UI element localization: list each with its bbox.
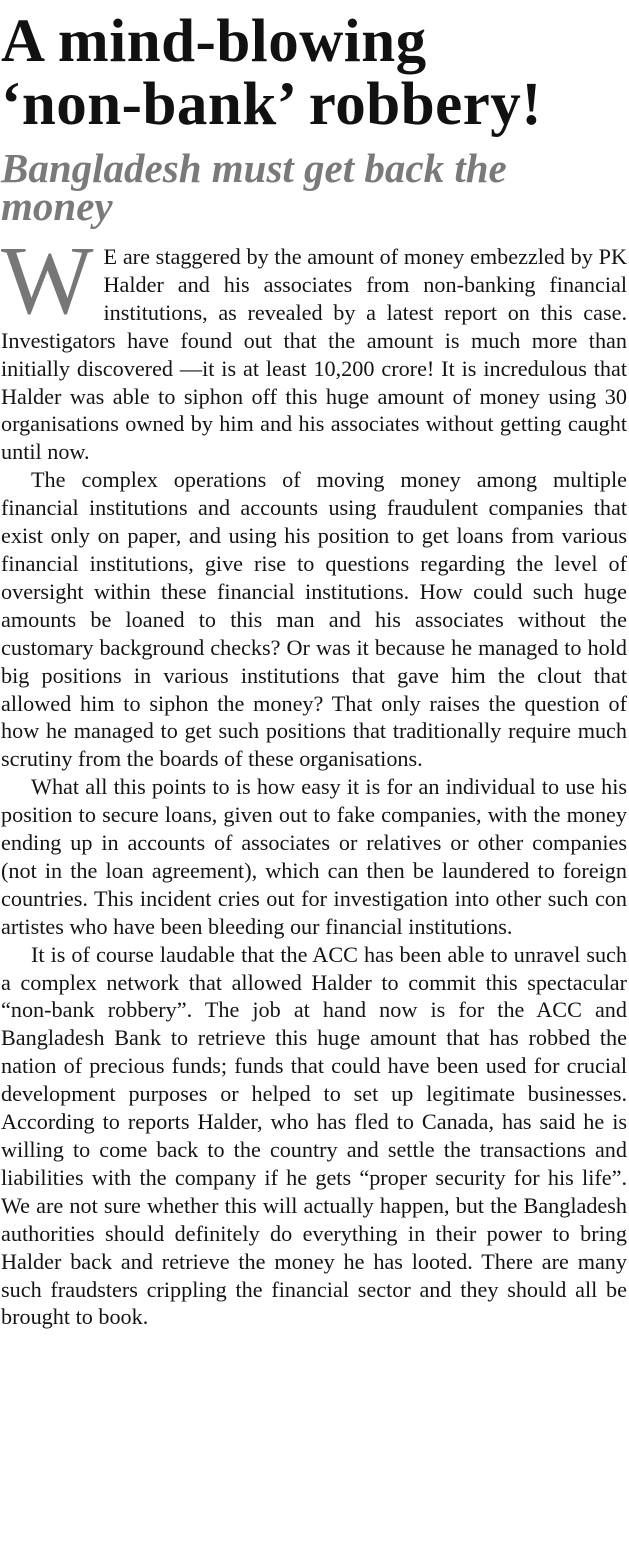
subheadline: Bangladesh must get back the money	[1, 145, 507, 229]
paragraph-1-text: E are staggered by the amount of money embezzled by PK Halder and his associates from non-banking financial institutions, as revealed by a latest report on this case. Investigators have found out that the amount is much more than initially discovered —it is at least 10,200 crore! It is incredulous that Halder was able to siphon off this huge amount of money using 30 organisations owned by him and his associates without getting caught until now.	[1, 244, 627, 465]
paragraph-2: The complex operations of moving money among multiple financial institutions and accounts using fraudulent companies that exist only on paper, and using his position to get loans from various financial institutions, give rise to questions regarding the level of oversight within these financial institutions. How could such huge amounts be loaned to this man and his associates without the customary background checks? Or was it because he managed to hold big positions in various institutions that gave him the clout that allowed him to siphon the money? That only raises the question of how he managed to get such positions that traditionally require much scrutiny from the boards of these organisations.	[1, 467, 627, 772]
paragraph-1	[1, 227, 627, 466]
headline	[1, 10, 627, 136]
headline-line-2: ‘non-bank’ robbery!	[1, 71, 543, 138]
drop-cap: W	[1, 227, 94, 335]
article-body	[1, 227, 627, 1331]
paragraph-4: It is of course laudable that the ACC has been able to unravel such a complex network that allowed Halder to commit this spectacular “non-bank robbery”. The job at hand now is for the ACC and Bangladesh Bank to retrieve this huge amount that has robbed the nation of precious funds; funds that could have been used for crucial development purposes or helped to set up legitimate businesses. According to reports Halder, who has fled to Canada, has said he is willing to come back to the country and settle the transactions and liabilities with the company if he gets “proper security for his life”. We are not sure whether this will actually happen, but the Bangladesh authorities should definitely do everything in their power to bring Halder back and retrieve the money he has looted. There are many such fraudsters crippling the financial sector and they should all be brought to book.	[1, 941, 627, 1330]
paragraph-3: What all this points to is how easy it is for an individual to use his position to secure loans, given out to fake companies, with the money ending up in accounts of associates or relatives or other companies (not in the loan agreement), which can then be laundered to foreign countries. This incident cries out for investigation into other such con artistes who have been bleeding our financial institutions.	[1, 774, 627, 939]
headline-line-1: A mind-blowing	[1, 8, 427, 75]
